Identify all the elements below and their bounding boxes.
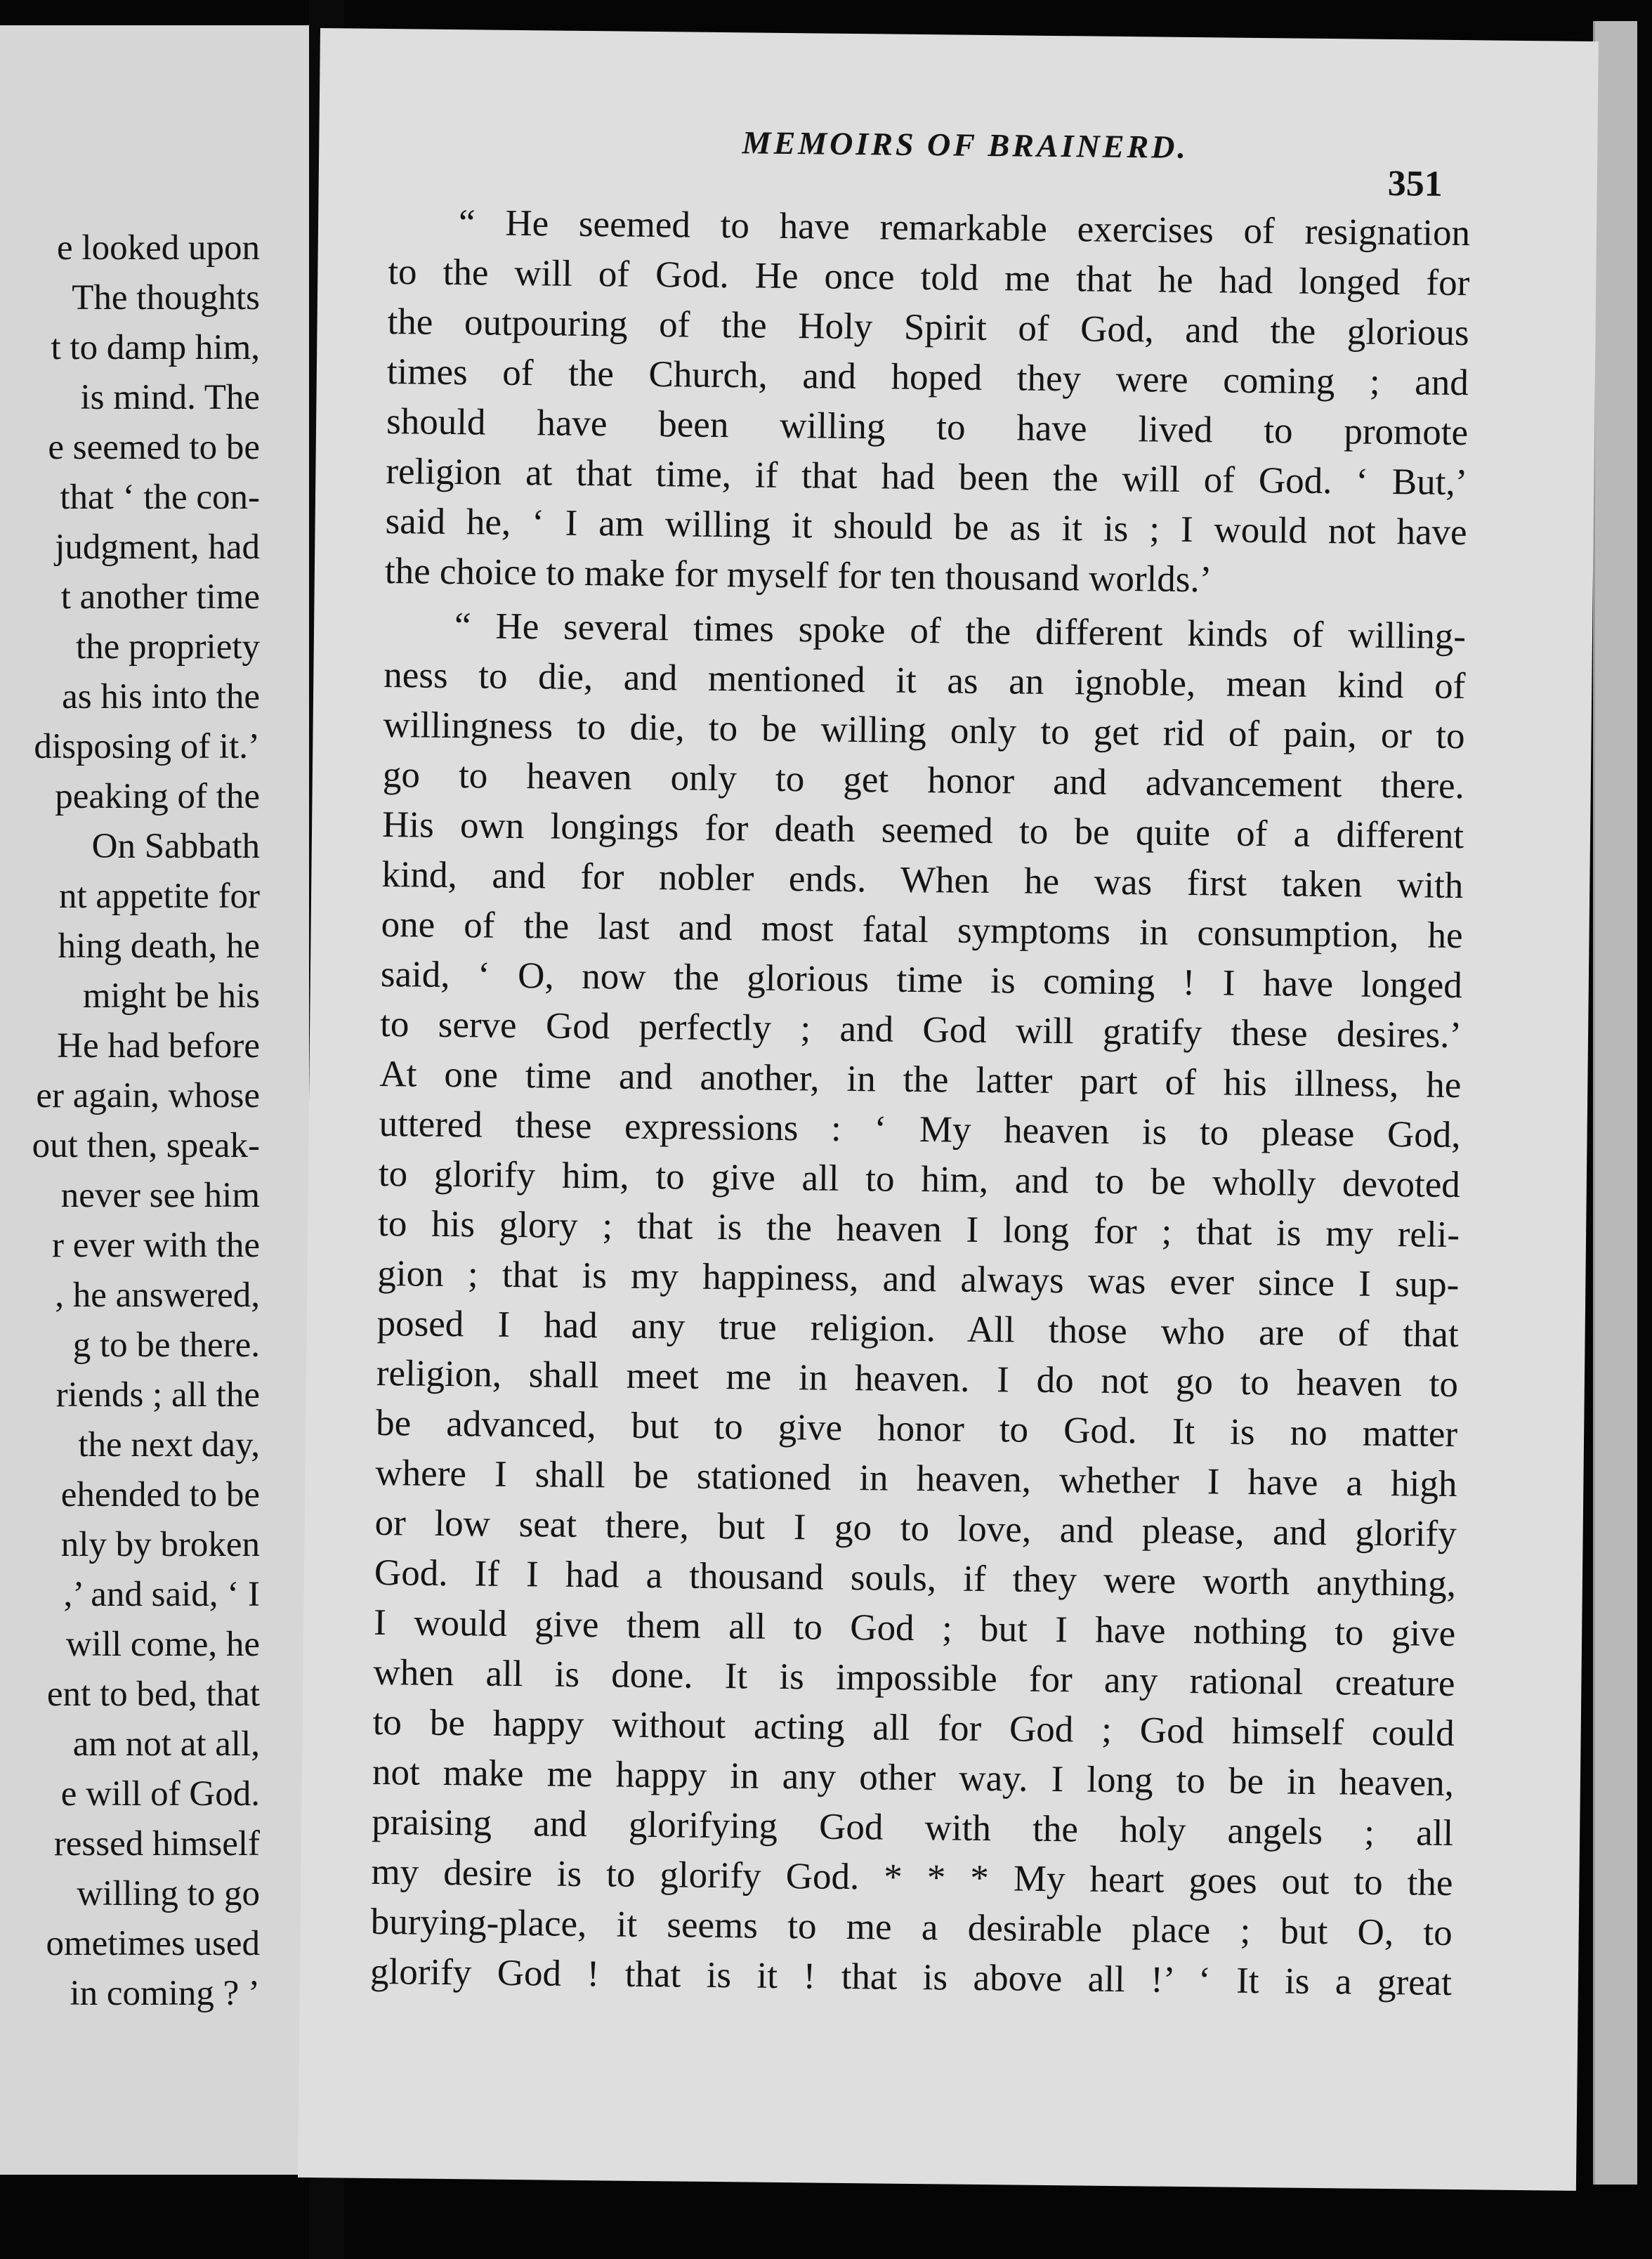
text-line: glorify God ! that is it ! that is above all !’ ‘ It is a great (369, 1951, 1453, 2004)
left-page-line: the next day, (78, 1425, 260, 1465)
text-line: to glorify him, to give all to him, and to be wholly devoted (378, 1153, 1461, 1206)
left-page-line: On Sabbath (91, 827, 260, 866)
text-line: to the will of God. He once told me that he had longed for (388, 251, 1470, 304)
text-line: kind, and for nobler ends. When he was first taken with (381, 853, 1464, 907)
text-line: one of the last and most fatal symptoms in consumption, he (381, 903, 1463, 957)
text-line: to be happy without acting all for God ; God himself could (372, 1701, 1455, 1755)
left-page (0, 25, 309, 2175)
text-line: the choice to make for myself for ten thousand worlds.’ (384, 551, 1212, 601)
text-line: religion at that time, if that had been the will of God. ‘ But,’ (386, 451, 1468, 504)
left-page-line: hing death, he (58, 926, 260, 966)
left-page-line: t to damp him, (51, 328, 260, 367)
right-page (298, 28, 1599, 2191)
left-page-line: nly by broken (60, 1525, 260, 1564)
text-line: gion ; that is my happiness, and always was ever since I sup- (377, 1252, 1460, 1306)
text-line: “ He several times spoke of the different kinds of willing- (454, 605, 1467, 657)
left-page-line: peaking of the (55, 777, 260, 816)
left-page-line: e looked upon (57, 228, 260, 268)
left-page-line: is mind. The (80, 378, 260, 417)
text-line: “ He seemed to have remarkable exercises of resignation (458, 202, 1471, 254)
text-line: ness to die, and mentioned it as an ignoble, mean kind of (383, 654, 1466, 707)
text-line: God. If I had a thousand souls, if they were worth anything, (374, 1552, 1457, 1605)
body-text (370, 197, 1471, 2008)
text-line: posed I had any true religion. All those who are of that (376, 1302, 1459, 1356)
left-page-line: will come, he (65, 1625, 260, 1664)
left-page-line: er again, whose (36, 1076, 260, 1115)
left-page-line: never see him (60, 1176, 260, 1215)
text-line: the outpouring of the Holy Spirit of God, and the glorious (387, 301, 1469, 354)
left-page-line: ometimes used (46, 1924, 260, 1963)
left-page-line: that ‘ the con- (60, 478, 260, 517)
text-line: uttered these expressions : ‘ My heaven is to please God, (379, 1103, 1461, 1156)
page-number: 351 (1387, 163, 1443, 204)
paragraph (370, 601, 1467, 2008)
left-page-line: out then, speak- (32, 1126, 260, 1165)
left-page-line: am not at all, (72, 1724, 260, 1764)
page-edge (1593, 21, 1637, 2185)
text-line: to his glory ; that is the heaven I long for ; that is my reli- (377, 1203, 1460, 1256)
left-page-line: willing to go (77, 1874, 260, 1913)
left-page-line: He had before (57, 1026, 260, 1066)
text-line: be advanced, but to give honor to God. It is no matter (375, 1402, 1458, 1455)
text-line: to serve God perfectly ; and God will gratify these desires.’ (379, 1003, 1462, 1056)
left-page-line: in coming ? ’ (70, 1974, 260, 2013)
text-line: burying-place, it seems to me a desirable place ; but O, to (370, 1901, 1453, 1954)
left-page-line: g to be there. (72, 1325, 260, 1365)
text-line: I would give them all to God ; but I have nothing to give (373, 1602, 1456, 1655)
left-page-line: nt appetite for (58, 877, 260, 916)
text-line: my desire is to glorify God. * * * My heart goes out to the (371, 1851, 1453, 1904)
text-line: At one time and another, in the latter part of his illness, he (379, 1053, 1462, 1106)
text-line: praising and glorifying God with the holy angels ; all (371, 1801, 1454, 1854)
text-line: when all is done. It is impossible for any rational creature (373, 1651, 1455, 1705)
text-line: times of the Church, and hoped they were coming ; and (386, 351, 1469, 404)
left-page-line: ,’ and said, ‘ I (63, 1575, 260, 1614)
left-page-line: judgment, had (55, 528, 260, 567)
left-page-line: e seemed to be (48, 428, 260, 467)
running-head: MEMOIRS OF BRAINERD. (742, 124, 1189, 165)
text-line: or low seat there, but I go to love, and please, and glorify (374, 1502, 1457, 1555)
left-page-line: the propriety (76, 627, 260, 667)
left-page-line: ent to bed, that (46, 1675, 260, 1714)
text-line: not make me happy in any other way. I long to be in heaven, (372, 1751, 1455, 1805)
left-page-line: riends ; all the (55, 1375, 260, 1415)
left-page-text (32, 223, 260, 2019)
text-line: willingness to die, to be willing only to get rid of pain, or to (383, 704, 1465, 757)
text-line: go to heaven only to get honor and advancement there. (382, 754, 1465, 807)
left-page-line: ehended to be (60, 1475, 260, 1514)
text-line: where I shall be stationed in heaven, whether I have a high (375, 1452, 1457, 1505)
left-page-line: ressed himself (53, 1824, 260, 1864)
left-page-line: The thoughts (72, 278, 260, 317)
left-page-line: might be his (82, 976, 260, 1016)
text-line: should have been willing to have lived to promote (386, 401, 1469, 454)
left-page-line: , he answered, (55, 1276, 260, 1315)
text-line: religion, shall meet me in heaven. I do not go to heaven to (376, 1352, 1459, 1406)
text-line: His own longings for death seemed to be quite of a different (381, 804, 1464, 857)
text-line: said he, ‘ I am willing it should be as it is ; I would not have (385, 501, 1467, 554)
left-page-line: r ever with the (52, 1226, 260, 1265)
paragraph (385, 197, 1471, 608)
text-line: said, ‘ O, now the glorious time is coming ! I have longed (380, 953, 1463, 1007)
left-page-line: disposing of it.’ (34, 727, 260, 766)
left-page-line: e will of God. (60, 1774, 260, 1814)
left-page-line: t another time (60, 577, 260, 617)
left-page-line: as his into the (62, 677, 260, 716)
